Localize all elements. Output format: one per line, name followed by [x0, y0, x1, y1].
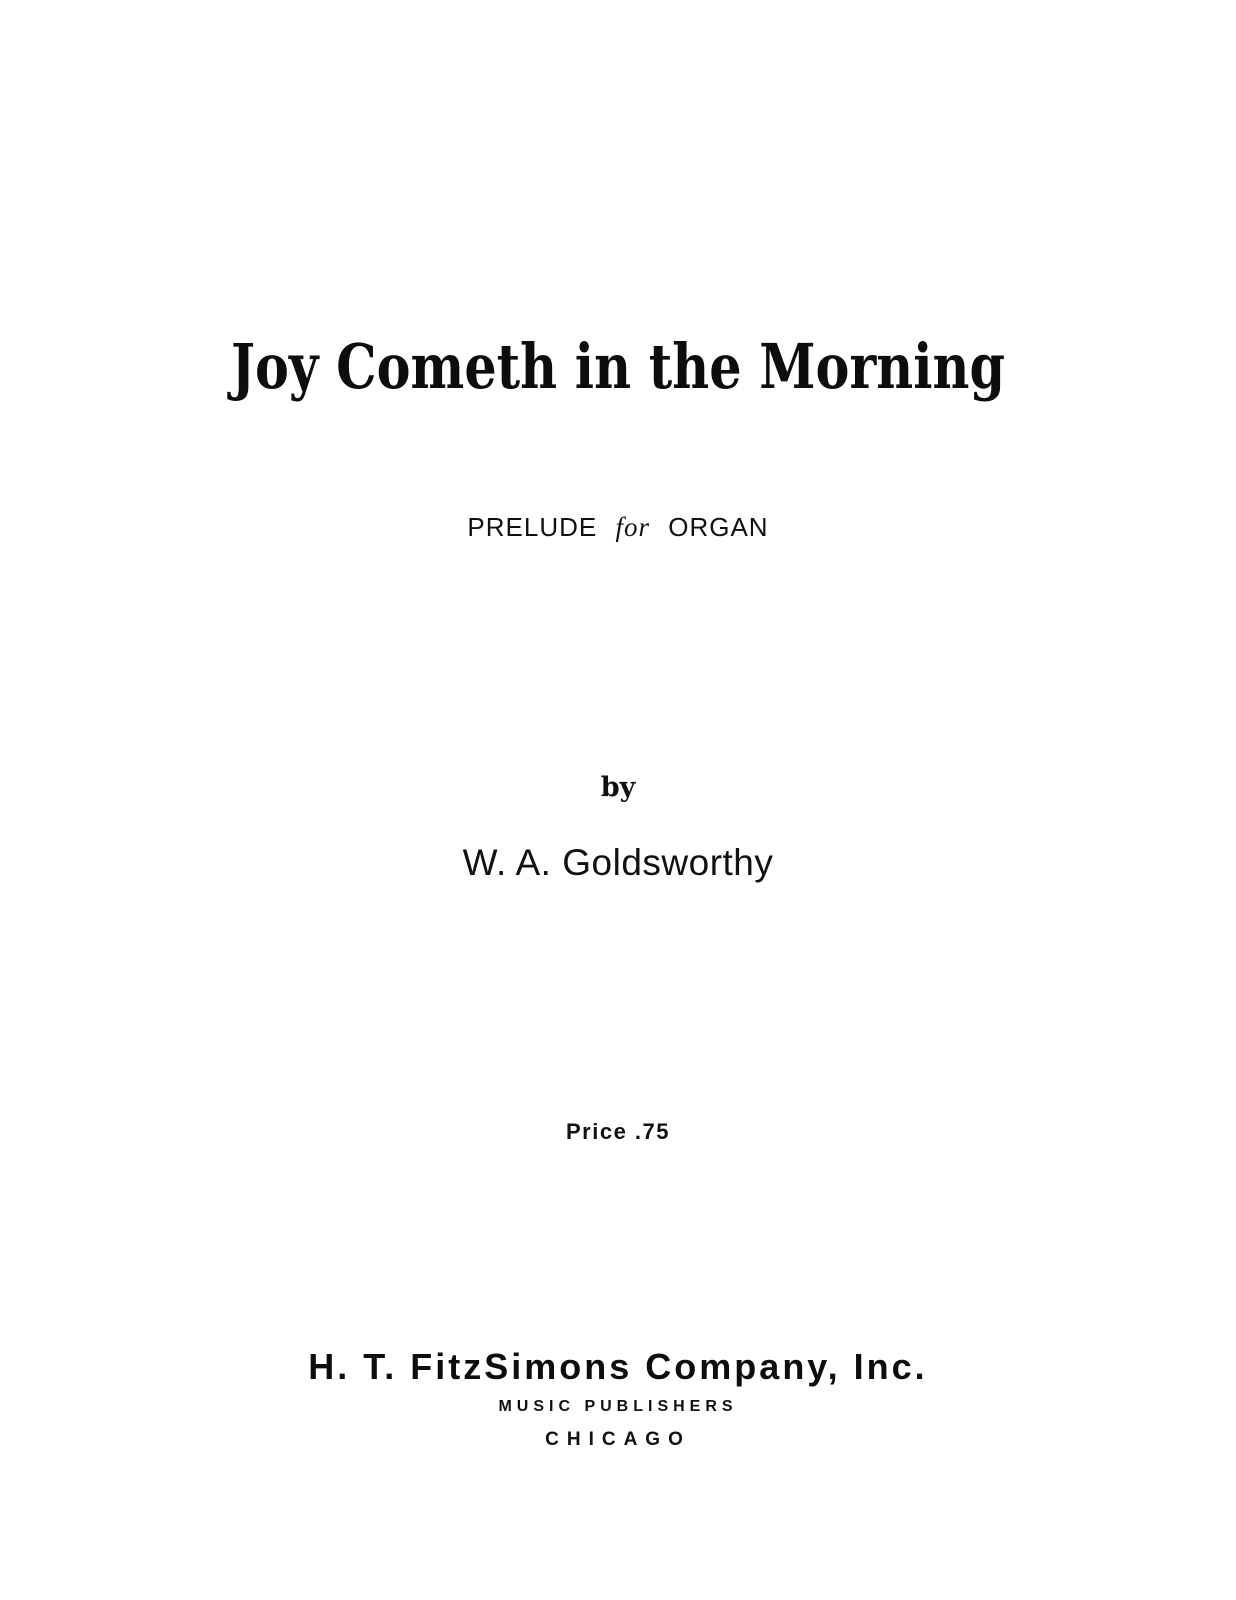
composer-name: W. A. Goldsworthy: [462, 842, 774, 883]
subtitle-prelude: PRELUDE: [467, 512, 598, 542]
piece-title: Joy Cometh in the Morning: [230, 330, 1006, 403]
publisher-city: CHICAGO: [545, 1429, 691, 1450]
publisher-tagline: MUSIC PUBLISHERS: [498, 1398, 738, 1415]
price: Price .75: [565, 1119, 670, 1144]
subtitle-for: for: [615, 512, 650, 542]
subtitle-organ: ORGAN: [668, 512, 769, 542]
publisher-name: H. T. FitzSimons Company, Inc.: [308, 1346, 928, 1387]
byline: by: [600, 772, 636, 803]
subtitle: [0, 512, 1236, 543]
